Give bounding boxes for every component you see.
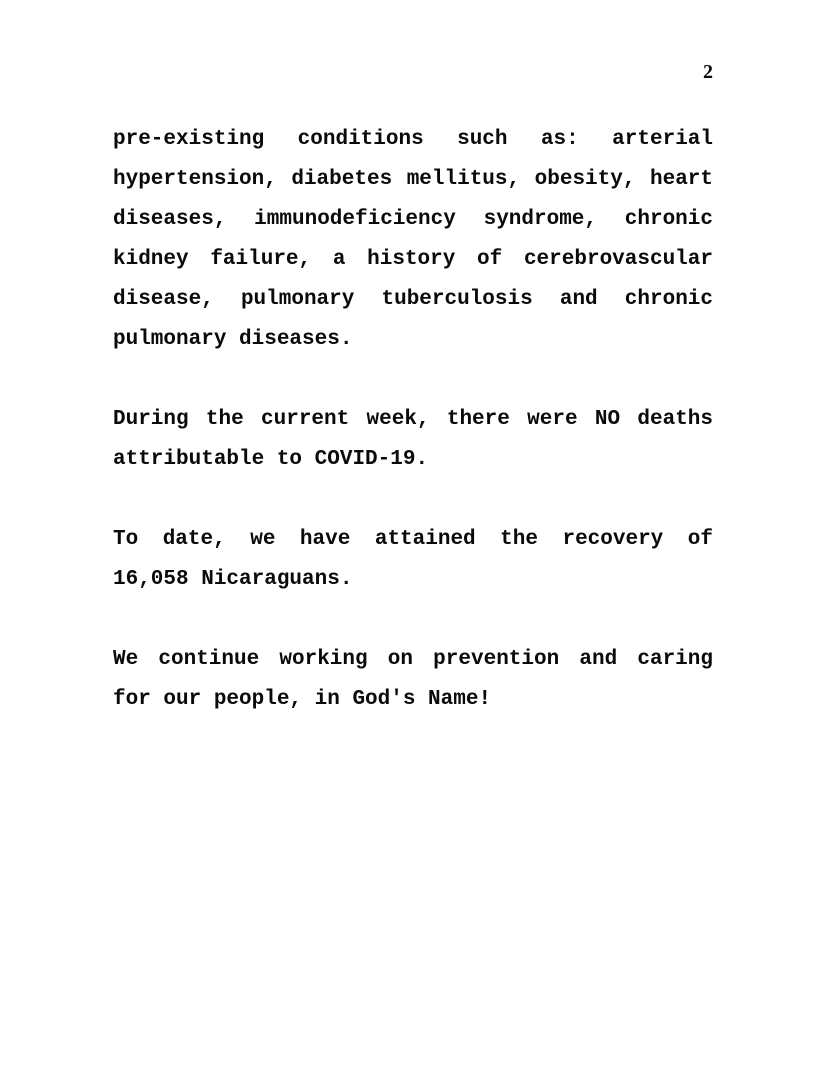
text-line: We continue working on prevention and caring — [113, 648, 713, 671]
paragraph — [113, 120, 713, 360]
text-line: 16,058 Nicaraguans. — [113, 568, 353, 591]
paragraph — [113, 400, 713, 480]
paragraph — [113, 640, 713, 720]
text-line: attributable to COVID-19. — [113, 448, 429, 471]
text-line: kidney failure, a history of cerebrovascular — [113, 248, 713, 271]
text-line: diseases, immunodeficiency syndrome, chronic — [113, 208, 713, 231]
paragraph — [113, 520, 713, 600]
text-line: pre-existing conditions such as: arterial — [113, 128, 713, 151]
text-line: During the current week, there were NO deaths — [113, 408, 713, 431]
text-line: disease, pulmonary tuberculosis and chronic — [113, 288, 713, 311]
text-line: hypertension, diabetes mellitus, obesity, heart — [113, 168, 713, 191]
text-line: for our people, in God's Name! — [113, 688, 492, 711]
page-number: 2 — [703, 61, 713, 83]
text-line: pulmonary diseases. — [113, 328, 353, 351]
body-text — [113, 120, 713, 720]
text-line: To date, we have attained the recovery of — [113, 528, 713, 551]
